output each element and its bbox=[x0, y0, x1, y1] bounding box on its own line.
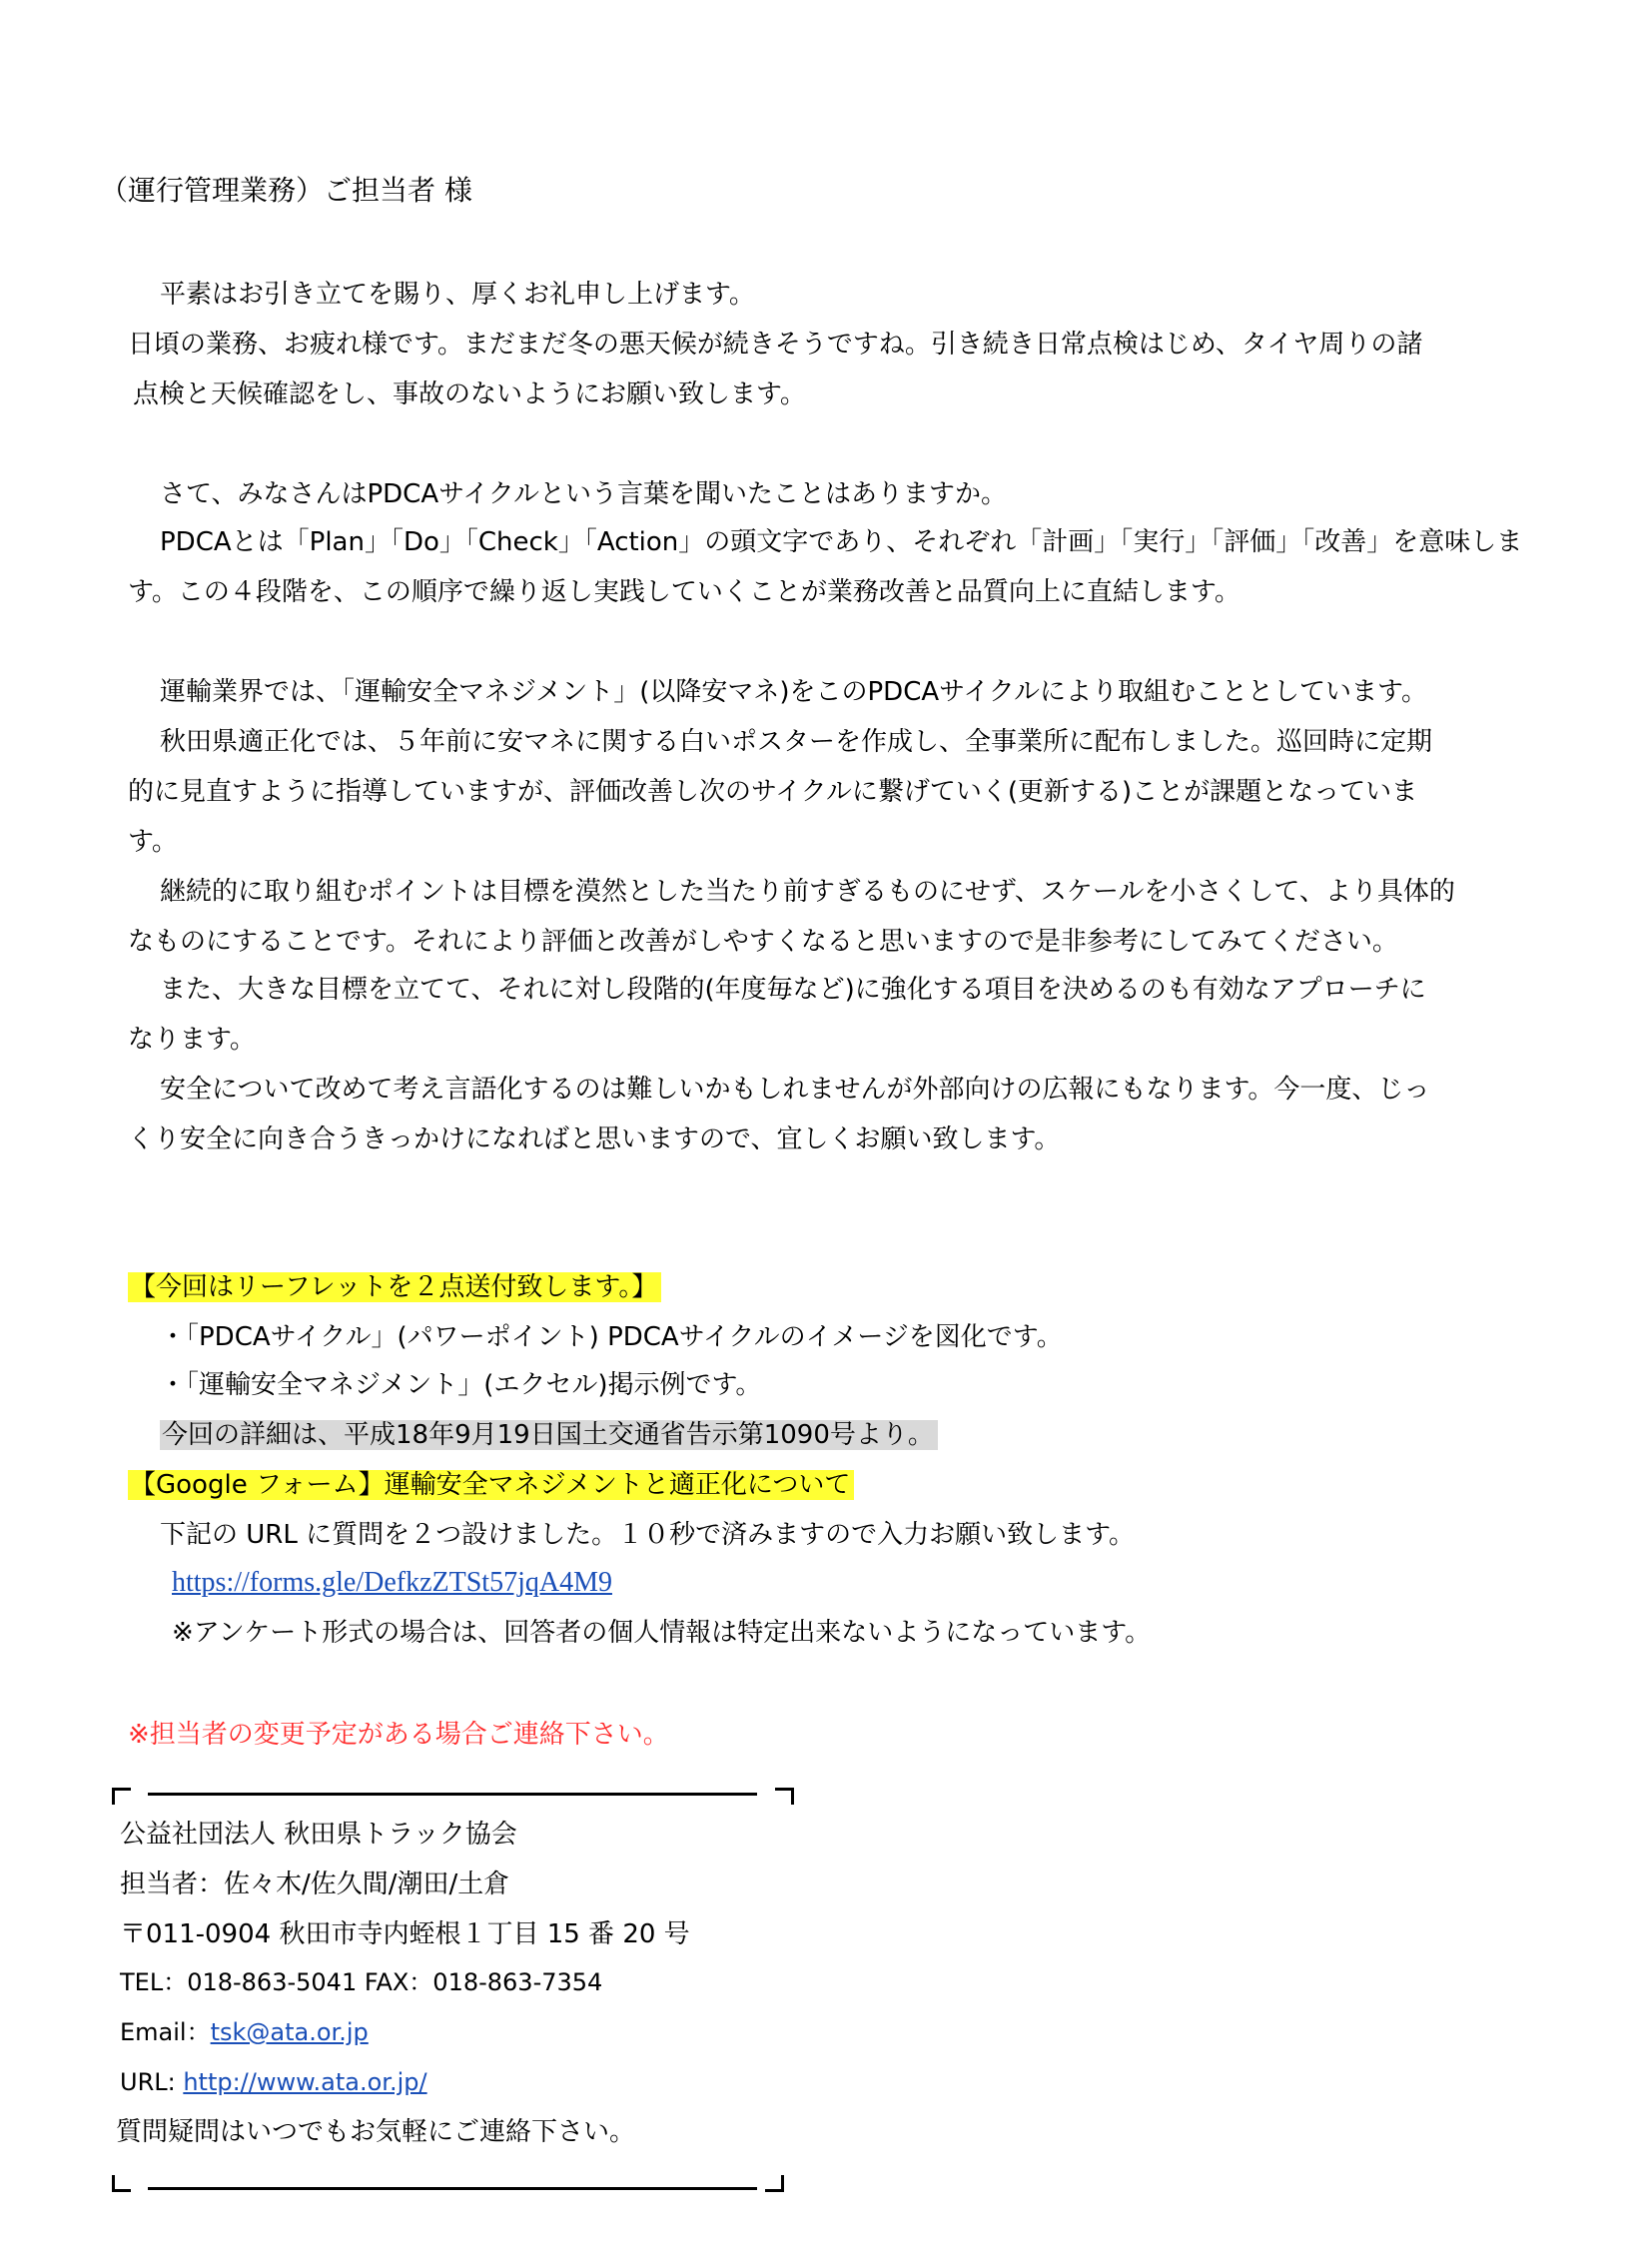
greeting-heading: （運行管理業務）ご担当者 様 bbox=[100, 174, 472, 207]
body-line: くり安全に向き合うきっかけになればと思いますので、宜しくお願い致します。 bbox=[128, 1124, 1061, 1154]
frame-corner-bottom-left bbox=[112, 2175, 131, 2192]
email-link[interactable]: tsk@ata.or.jp bbox=[210, 2018, 369, 2046]
body-line: 平素はお引き立てを賜り、厚くお礼申し上げます。 bbox=[160, 280, 755, 310]
google-form-link[interactable]: https://forms.gle/DefkzZTSt57jqA4M9 bbox=[172, 1567, 612, 1598]
contact-staff: 担当者：佐々木/佐久間/潮田/土倉 bbox=[120, 1870, 510, 1899]
contact-url-row bbox=[120, 2064, 427, 2100]
contact-phone: TEL：018-863-5041 FAX：018-863-7354 bbox=[120, 1968, 603, 1996]
url-label: URL: bbox=[120, 2068, 184, 2096]
body-line: PDCAとは「Plan」「Do」「Check」「Action」の頭文字であり、それぞれ「計画」「実行」「評価」「改善」を意味しま bbox=[160, 527, 1523, 557]
body-line: 秋田県適正化では、５年前に安マネに関する白いポスターを作成し、全事業所に配布しました。巡回時に定期 bbox=[160, 727, 1433, 757]
contact-org: 公益社団法人 秋田県トラック協会 bbox=[120, 1820, 517, 1850]
email-label: Email： bbox=[120, 2018, 211, 2046]
body-line: す。 bbox=[128, 827, 178, 857]
body-line: 運輸業界では、「運輸安全マネジメント」(以降安マネ)をこのPDCAサイクルにより取組むこととしています。 bbox=[160, 677, 1427, 707]
body-line: 安全について改めて考え言語化するのは難しいかもしれませんが外部向けの広報にもなります。今一度、じっ bbox=[160, 1075, 1430, 1105]
google-form-heading: 【Google フォーム】運輸安全マネジメントと適正化について bbox=[128, 1467, 854, 1503]
frame-corner-top-left bbox=[112, 1788, 131, 1805]
body-line: さて、みなさんはPDCAサイクルという言葉を聞いたことはありますか。 bbox=[160, 479, 1008, 509]
leaflet-detail: 今回の詳細は、平成18年9月19日国土交通省告示第1090号より。 bbox=[160, 1417, 938, 1453]
google-form-link-line bbox=[172, 1565, 612, 1601]
frame-bottom-rule bbox=[148, 2187, 757, 2190]
body-line: 継続的に取り組むポイントは目標を漠然とした当たり前すぎるものにせず、スケールを小さくして、より具体的 bbox=[160, 877, 1455, 907]
frame-corner-bottom-right bbox=[765, 2175, 784, 2192]
leaflet-item: ・「運輸安全マネジメント」(エクセル)掲示例です。 bbox=[160, 1370, 762, 1400]
body-line: す。この４段階を、この順序で繰り返し実践していくことが業務改善と品質向上に直結します。 bbox=[128, 577, 1240, 607]
website-link[interactable]: http://www.ata.or.jp/ bbox=[183, 2068, 427, 2096]
frame-top-rule bbox=[148, 1793, 757, 1796]
google-form-intro: 下記の URL に質問を２つ設けました。１０秒で済みますので入力お願い致します。 bbox=[160, 1520, 1136, 1550]
contact-address: 〒011-0904 秋田市寺内蛭根１丁目 15 番 20 号 bbox=[120, 1919, 690, 1949]
body-line: なります。 bbox=[128, 1025, 256, 1055]
body-line: 点検と天候確認をし、事故のないようにお願い致します。 bbox=[133, 379, 806, 409]
contact-change-notice: ※担当者の変更予定がある場合ご連絡下さい。 bbox=[128, 1720, 669, 1750]
contact-footer: 質問疑問はいつでもお気軽にご連絡下さい。 bbox=[116, 2117, 636, 2147]
body-line: 的に見直すように指導していますが、評価改善し次のサイクルに繋げていく(更新する)ことが課題となっていま bbox=[128, 777, 1418, 807]
frame-corner-top-right bbox=[775, 1788, 794, 1805]
contact-email-row bbox=[120, 2014, 369, 2050]
body-line: なものにすることです。それにより評価と改善がしやすくなると思いますので是非参考にしてみてください。 bbox=[128, 927, 1398, 957]
body-line: また、大きな目標を立てて、それに対し段階的(年度毎など)に強化する項目を決めるのも有効なアプローチに bbox=[160, 975, 1426, 1005]
leaflet-heading: 【今回はリーフレットを２点送付致します。】 bbox=[128, 1269, 661, 1305]
leaflet-item: ・「PDCAサイクル」(パワーポイント) PDCAサイクルのイメージを図化です。 bbox=[160, 1322, 1063, 1352]
google-form-note: ※アンケート形式の場合は、回答者の個人情報は特定出来ないようになっています。 bbox=[172, 1618, 1152, 1648]
body-line: 日頃の業務、お疲れ様です。まだまだ冬の悪天候が続きそうですね。引き続き日常点検はじめ、タイヤ周りの諸 bbox=[128, 330, 1423, 360]
